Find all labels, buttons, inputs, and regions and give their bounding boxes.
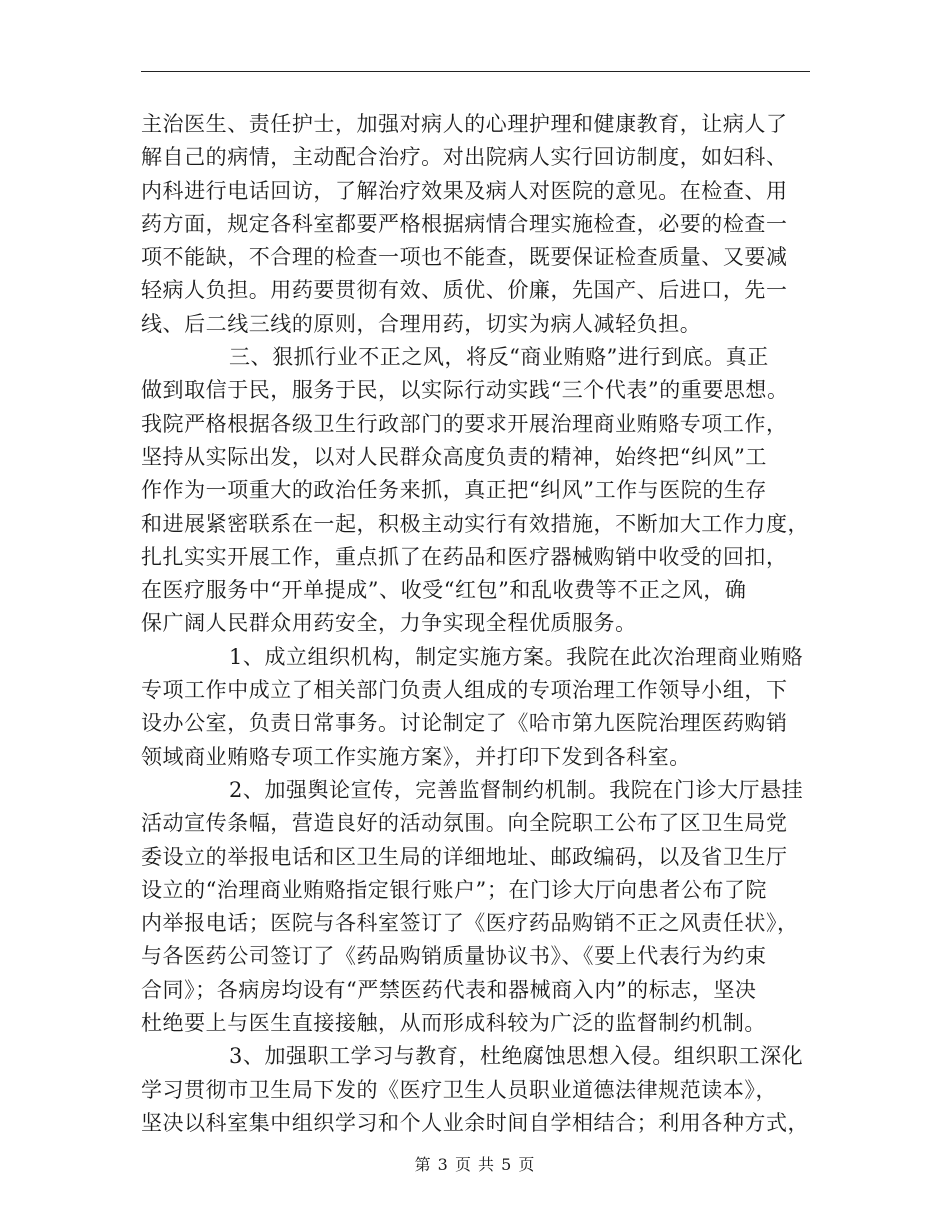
text-line: 合同》；各病房均设有“严禁医药代表和器械商入内”的标志，坚决 [141,977,757,1002]
text-line: 坚决以科室集中组织学习和个人业余时间自学相结合；利用各种方式， [141,1110,810,1135]
text-line: 项不能缺，不合理的检查一项也不能查，既要保证检查质量、又要减 [141,245,788,270]
text-line: 药方面，规定各科室都要严格根据病情合理实施检查，必要的检查一 [141,211,788,236]
text-line: 领域商业贿赂专项工作实施方案》，并打印下发到各科室。 [141,744,691,769]
text-line: 和进展紧密联系在一起，积极主动实行有效措施，不断加大工作力度， [141,511,810,536]
text-line: 坚持从实际出发，以对人民群众高度负责的精神，始终把“纠风”工 [141,444,767,469]
text-line: 我院严格根据各级卫生行政部门的要求开展治理商业贿赂专项工作， [141,411,788,436]
text-line: 线、后二线三线的原则，合理用药，切实为病人减轻负担。 [141,311,702,336]
paragraph-first-line: 1、成立组织机构，制定实施方案。我院在此次治理商业贿赂 [229,644,804,669]
text-line: 做到取信于民，服务于民，以实际行动实践“三个代表”的重要思想。 [141,378,789,403]
text-line: 保广阔人民群众用药安全，力争实现全程优质服务。 [141,611,637,636]
paragraph-first-line: 3、加强职工学习与教育，杜绝腐蚀思想入侵。组织职工深化 [229,1044,804,1069]
text-line: 杜绝要上与医生直接接触，从而形成科较为广泛的监督制约机制。 [141,1011,766,1036]
text-line: 活动宣传条幅，营造良好的活动氛围。向全院职工公布了区卫生局党 [141,811,788,836]
text-line: 学习贯彻市卫生局下发的《医疗卫生人员职业道德法律规范读本》， [141,1077,777,1102]
text-line: 扎扎实实开展工作，重点抓了在药品和医疗器械购销中收受的回扣， [141,544,788,569]
text-line: 内举报电话；医院与各科室签订了《医疗药品购销不正之风责任状》， [141,911,799,936]
page-number: 第 3 页 共 5 页 [414,1155,536,1174]
document-body [141,108,810,1140]
paragraph-first-line: 2、加强舆论宣传，完善监督制约机制。我院在门诊大厅悬挂 [229,777,804,802]
header-rule [141,71,810,72]
text-line: 设立的“治理商业贿赂指定银行账户”；在门诊大厅向患者公布了院 [141,877,767,902]
text-line: 与各医药公司签订了《药品购销质量协议书》、《要上代表行为约束 [141,944,767,969]
text-line: 在医疗服务中“开单提成”、收受“红包”和乱收费等不正之风，确 [141,578,747,603]
text-line: 主治医生、责任护士，加强对病人的心理护理和健康教育，让病人了 [141,112,788,136]
text-line: 轻病人负担。用药要贯彻有效、质优、价廉，先国产、后进口，先一 [141,278,788,303]
text-line: 解自己的病情，主动配合治疗。对出院病人实行回访制度，如妇科、 [141,145,788,170]
text-line: 设办公室，负责日常事务。讨论制定了《哈市第九医院治理医药购销 [141,711,788,736]
text-line: 内科进行电话回访，了解治疗效果及病人对医院的意见。在检查、用 [141,178,788,203]
text-line: 委设立的举报电话和区卫生局的详细地址、邮政编码，以及省卫生厅 [141,844,788,869]
paragraph-first-line: 三、狠抓行业不正之风，将反“商业贿赂”进行到底。真正 [229,345,769,370]
text-line: 作作为一项重大的政治任务来抓，真正把“纠风”工作与医院的生存 [141,478,767,503]
text-line: 专项工作中成立了相关部门负责人组成的专项治理工作领导小组，下 [141,678,788,703]
